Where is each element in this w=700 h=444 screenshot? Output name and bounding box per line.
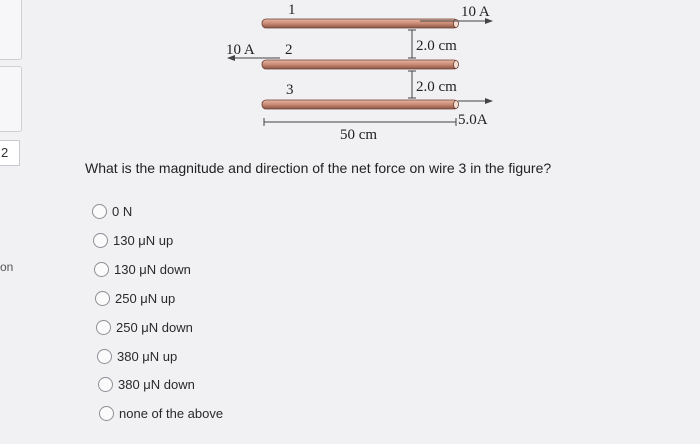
- option-130-up[interactable]: [93, 233, 173, 248]
- option-130-down[interactable]: [94, 262, 191, 277]
- radio-button[interactable]: [99, 406, 114, 421]
- option-380-up[interactable]: [97, 349, 177, 364]
- option-none[interactable]: [99, 406, 223, 421]
- option-0n[interactable]: [92, 204, 132, 219]
- sidebar-text-fragment: on: [0, 260, 14, 274]
- spacing-bottom-label: 2.0 cm: [416, 79, 457, 95]
- radio-button[interactable]: [98, 377, 113, 392]
- option-label: 130 μN down: [114, 262, 191, 277]
- option-380-down[interactable]: [98, 377, 195, 392]
- current-bottom-right-label: 5.0A: [458, 112, 488, 128]
- option-250-down[interactable]: [96, 320, 193, 335]
- option-label: 0 N: [112, 204, 133, 219]
- current-left-label: 10 A: [226, 42, 255, 58]
- current-top-right-label: 10 A: [461, 4, 490, 20]
- wire-3-label: 3: [286, 82, 294, 98]
- spacing-top-label: 2.0 cm: [416, 38, 457, 54]
- option-label: 250 μN down: [116, 320, 193, 335]
- wire-2-label: 2: [285, 42, 293, 58]
- option-label: 380 μN down: [118, 377, 195, 392]
- radio-button[interactable]: [95, 291, 110, 306]
- option-label: 380 μN up: [117, 349, 178, 364]
- question-text: What is the magnitude and direction of the net force on wire 3 in the figure?: [85, 160, 552, 176]
- length-label: 50 cm: [340, 127, 378, 143]
- radio-button[interactable]: [94, 262, 109, 277]
- option-250-up[interactable]: [95, 291, 175, 306]
- option-label: none of the above: [119, 406, 224, 421]
- option-label: 130 μN up: [113, 233, 174, 248]
- radio-button[interactable]: [97, 349, 112, 364]
- radio-button[interactable]: [93, 233, 108, 248]
- wire-1-label: 1: [288, 2, 296, 18]
- radio-button[interactable]: [92, 204, 107, 219]
- option-label: 250 μN up: [115, 291, 176, 306]
- radio-button[interactable]: [96, 320, 111, 335]
- question-number-tab[interactable]: 2: [0, 140, 20, 166]
